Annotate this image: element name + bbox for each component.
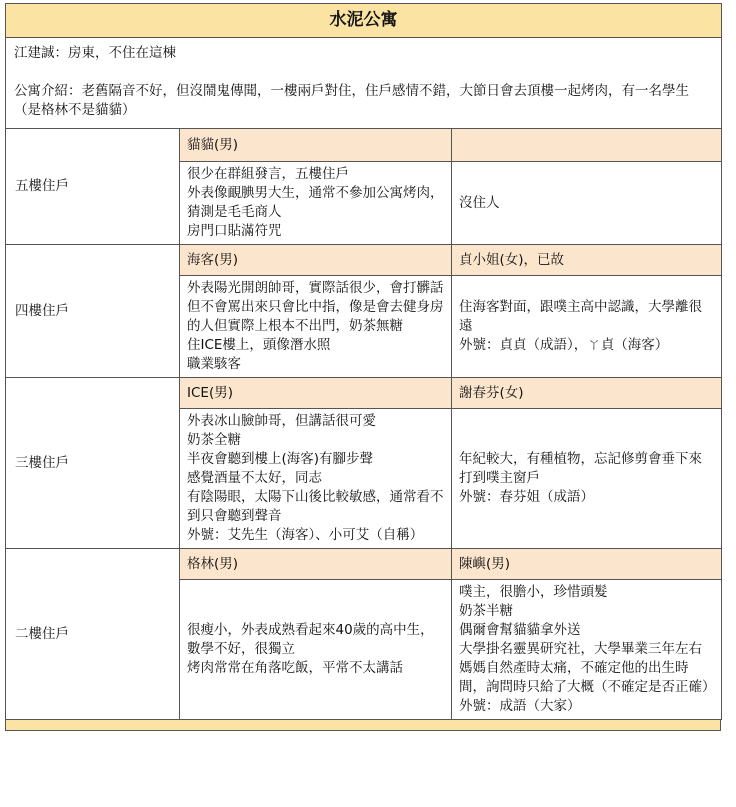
resident-note-line: 外號：成語（大家） bbox=[459, 698, 581, 714]
resident-note-line: 外號：貞貞（成語），ㄚ貞（海客） bbox=[459, 337, 669, 353]
resident-note-line: 外表像靦腆男大生，通常不參加公寓烤肉，猜測是毛毛商人 bbox=[187, 185, 444, 220]
resident-note-line: 外號：春芬姐（成語） bbox=[459, 489, 594, 505]
resident-note-line: 住ICE樓上，頭像潛水照 bbox=[187, 337, 331, 353]
resident-note-line: 噗主，很膽小，珍惜頭髮 bbox=[459, 584, 608, 600]
resident-notes-right bbox=[452, 580, 722, 720]
resident-note-line: 很少在群組發言，五樓住戶 bbox=[187, 166, 349, 182]
resident-name-left: 海客(男) bbox=[180, 245, 452, 276]
sheet-footer bbox=[5, 720, 721, 731]
resident-note-line: 外表陽光開朗帥哥，實際話很少，會打髒話但不會罵出來只會比中指，像是會去健身房的人但實際上根本不出門，奶茶無糖 bbox=[187, 280, 444, 334]
intro-block bbox=[6, 38, 722, 129]
resident-notes-right bbox=[452, 162, 722, 245]
apartment-description: 公寓介紹：老舊隔音不好，但沒鬧鬼傳聞，一樓兩戶對住，住戶感情不錯，大節日會去頂樓一起烤肉，有一名學生（是格林不是貓貓） bbox=[14, 83, 689, 118]
resident-note-line: 感覺酒量不太好，同志 bbox=[187, 470, 322, 486]
resident-note-line: 媽媽自然產時太痛，不確定他的出生時間，詢問時只給了大概（不確定是否正確） bbox=[459, 660, 716, 695]
resident-note-line: 沒住人 bbox=[459, 194, 500, 211]
resident-notes-right bbox=[452, 409, 722, 549]
resident-note-line: 半夜會聽到樓上(海客)有腳步聲 bbox=[187, 451, 374, 467]
resident-note-line: 年紀較大，有種植物，忘記修剪會垂下來打到噗主窗戶 bbox=[459, 451, 702, 486]
resident-note-line: 大學掛名靈異研究社，大學畢業三年左右 bbox=[459, 641, 702, 657]
resident-note-line: 奶茶半糖 bbox=[459, 603, 513, 619]
floor-header-row bbox=[6, 245, 722, 276]
floor-label: 四樓住戶 bbox=[6, 245, 180, 378]
floor-header-row bbox=[6, 129, 722, 162]
sheet-title: 水泥公寓 bbox=[6, 4, 722, 38]
resident-note-line: 很瘦小，外表成熟看起來40歲的高中生，數學不好，很獨立 bbox=[187, 622, 434, 657]
resident-note-line: 住海客對面，跟噗主高中認識，大學離很遠 bbox=[459, 299, 702, 334]
apartment-sheet bbox=[5, 3, 721, 731]
resident-note-line: 房門口貼滿符咒 bbox=[187, 223, 282, 239]
resident-notes-left bbox=[180, 162, 452, 245]
resident-note-line: 奶茶全糖 bbox=[187, 432, 241, 448]
resident-notes-left bbox=[180, 409, 452, 549]
resident-note-line: 有陰陽眼，太陽下山後比較敏感，通常看不到只會聽到聲音 bbox=[187, 489, 444, 524]
resident-notes-left bbox=[180, 580, 452, 720]
resident-notes-right bbox=[452, 276, 722, 378]
resident-note-line: 偶爾會幫貓貓拿外送 bbox=[459, 622, 581, 638]
resident-table bbox=[5, 3, 722, 720]
resident-note-line: 外表冰山臉帥哥，但講話很可愛 bbox=[187, 413, 376, 429]
resident-note-line: 烤肉常常在角落吃飯，平常不太講話 bbox=[187, 660, 403, 676]
resident-note-line: 職業駭客 bbox=[187, 356, 241, 372]
resident-notes-left bbox=[180, 276, 452, 378]
floor-label: 三樓住戶 bbox=[6, 378, 180, 549]
landlord-note: 江建誠：房東，不住在這棟 bbox=[14, 45, 176, 61]
resident-name-left: 格林(男) bbox=[180, 549, 452, 580]
floor-label: 五樓住戶 bbox=[6, 129, 180, 245]
floor-label: 二樓住戶 bbox=[6, 549, 180, 720]
floor-header-row bbox=[6, 549, 722, 580]
resident-name-right bbox=[452, 129, 722, 162]
resident-name-right: 謝春芬(女) bbox=[452, 378, 722, 409]
resident-name-right: 陳嶼(男) bbox=[452, 549, 722, 580]
resident-name-left: 貓貓(男) bbox=[180, 129, 452, 162]
floor-header-row bbox=[6, 378, 722, 409]
resident-name-left: ICE(男) bbox=[180, 378, 452, 409]
resident-note-line: 外號：艾先生（海客）、小可艾（自稱） bbox=[187, 527, 424, 543]
resident-name-right: 貞小姐(女)，已故 bbox=[452, 245, 722, 276]
